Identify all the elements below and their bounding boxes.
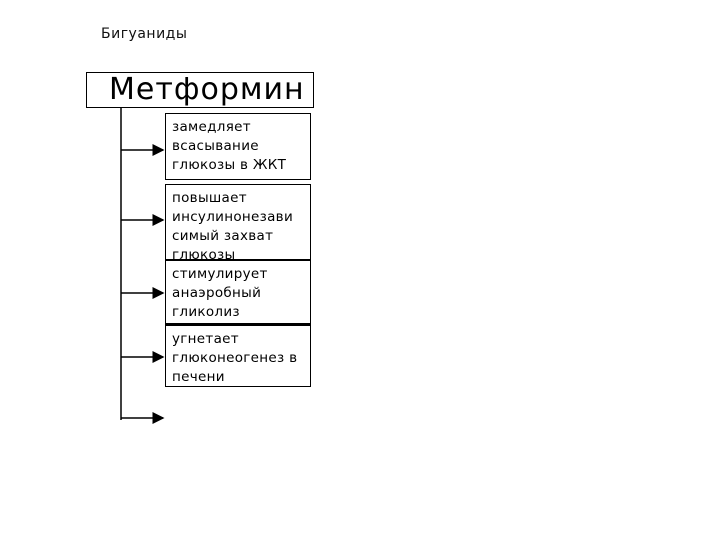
drug-title-box: Метформин bbox=[86, 72, 314, 108]
effect-line: симый захват bbox=[172, 228, 274, 244]
effect-line: угнетает bbox=[172, 331, 239, 347]
effect-box-gluconeogenesis bbox=[165, 325, 311, 387]
effect-line: глюкозы в ЖКТ bbox=[172, 157, 287, 173]
effect-box-glycolysis bbox=[165, 260, 311, 325]
effect-box-absorption bbox=[165, 113, 311, 180]
effect-line: инсулинонезави bbox=[172, 209, 294, 225]
effect-line: стимулирует bbox=[172, 266, 268, 282]
effect-line: печени bbox=[172, 369, 225, 385]
group-title: Бигуаниды bbox=[101, 26, 188, 42]
effect-line: всасывание bbox=[172, 138, 259, 154]
effect-line: замедляет bbox=[172, 119, 251, 135]
effect-line: глюкозы bbox=[172, 247, 236, 260]
effect-line: анаэробный bbox=[172, 285, 262, 301]
effect-line: гликолиз bbox=[172, 304, 240, 320]
effect-line: глюконеогенез в bbox=[172, 350, 298, 366]
effect-box-glucose-uptake bbox=[165, 184, 311, 260]
effect-line: повышает bbox=[172, 190, 247, 206]
